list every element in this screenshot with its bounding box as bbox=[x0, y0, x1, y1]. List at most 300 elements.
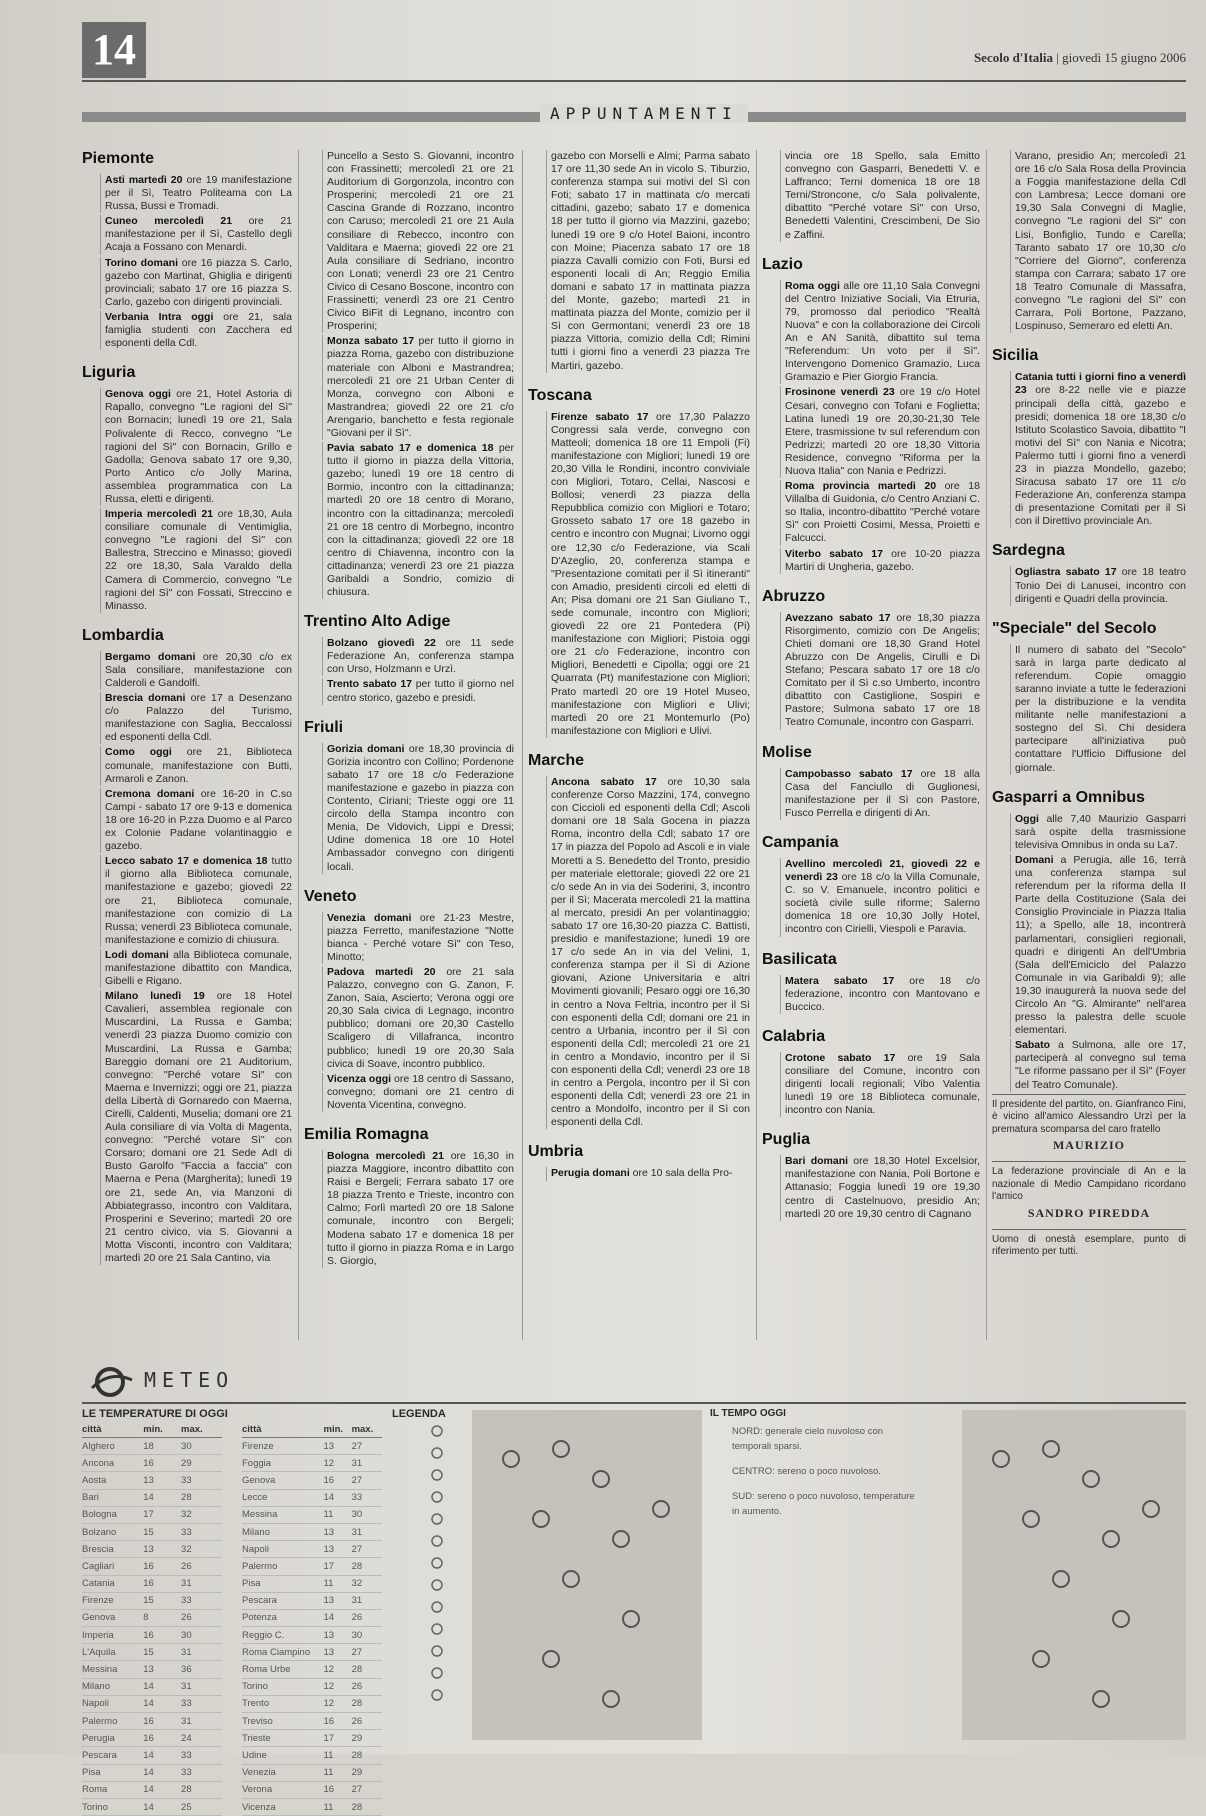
region-heading: Basilicata bbox=[762, 950, 837, 968]
appointment-text: ore 19 manifestazione per il Sì, Teatro Politeama con La Russa, Bussi e Tromadi. bbox=[105, 174, 293, 213]
appointment-item bbox=[322, 442, 514, 599]
sun-icon bbox=[602, 1690, 620, 1708]
appointment-lead: Ancona sabato 17 bbox=[551, 775, 657, 788]
appointment-lead: Verbania Intra oggi bbox=[105, 310, 214, 323]
table-row bbox=[82, 1661, 222, 1678]
table-cell: 12 bbox=[324, 1455, 352, 1472]
table-cell: 26 bbox=[181, 1558, 222, 1575]
region-heading: "Speciale" del Secolo bbox=[992, 619, 1157, 637]
table-cell: 14 bbox=[324, 1609, 352, 1626]
appointment-item bbox=[780, 975, 980, 1014]
temps-table-left bbox=[82, 1424, 222, 1816]
table-cell: Genova bbox=[242, 1472, 324, 1489]
appointment-lead: Viterbo sabato 17 bbox=[785, 547, 883, 560]
table-cell: 13 bbox=[143, 1472, 181, 1489]
header-rule bbox=[82, 80, 1186, 82]
table-cell: 16 bbox=[143, 1558, 181, 1575]
table-cell: 28 bbox=[352, 1558, 382, 1575]
table-cell: 15 bbox=[143, 1523, 181, 1540]
table-row bbox=[242, 1472, 382, 1489]
sun-icon bbox=[1042, 1440, 1060, 1458]
appointment-item bbox=[322, 335, 514, 440]
paper-name: Secolo d'Italia bbox=[973, 50, 1054, 65]
temps-title: LE TEMPERATURE DI OGGI bbox=[82, 1408, 228, 1420]
table-cell: 28 bbox=[352, 1661, 382, 1678]
appointment-text: Varano, presidio An; mercoledì 21 ore 16 c/o Sala Rosa della Provincia a Foggia manifestazione della Cdl con Lambresa; Lecce domani ore 19,30 Sala Convegni di Maglie, convegno "Le ragioni del Sì" con Lisi, Bonfiglio, Tundo e Carella; Taranto sabato 17 ore 10,30 c/o "Corriere del Giorno", conferenza stampa con Carrara; sabato 17 ore 18 Teatro Comunale di Massafra, convegno "Le ragioni del Sì" con Carrara, Poli Bortone, Pazzano, Lospinuso, Semeraro ed eletti An. bbox=[1015, 150, 1186, 333]
table-row bbox=[242, 1661, 382, 1678]
forecast-paragraph: SUD: sereno o poco nuvoloso, temperature in aumento. bbox=[732, 1491, 915, 1517]
table-row bbox=[82, 1764, 222, 1781]
table-cell: Udine bbox=[242, 1747, 324, 1764]
region-heading: Sicilia bbox=[992, 347, 1039, 365]
appointment-item bbox=[100, 311, 292, 350]
appointment-item bbox=[546, 1167, 750, 1180]
appointment-lead: Oggi bbox=[1015, 812, 1039, 825]
table-cell: Torino bbox=[242, 1678, 324, 1695]
appointment-item bbox=[322, 743, 514, 874]
table-row bbox=[82, 1644, 222, 1661]
table-cell: 15 bbox=[143, 1644, 181, 1661]
appointment-lead: Brescia domani bbox=[105, 692, 186, 705]
table-cell: 25 bbox=[181, 1798, 222, 1815]
appointment-item bbox=[546, 411, 750, 738]
table-row bbox=[82, 1713, 222, 1730]
appointment-lead: Vicenza oggi bbox=[327, 1072, 392, 1085]
appointment-lead: Roma oggi bbox=[785, 279, 840, 292]
table-row bbox=[242, 1506, 382, 1523]
forecast-text bbox=[732, 1424, 922, 1529]
appointment-text: ore 18,30 piazza Risorgimento, comizio con De Angelis; Chieti domani ore 18,30 Grand Hotel Abruzzo con De Angelis, Cirulli e Di Stefano; Pescara sabato 17 ore 18 c/o Comitato per il Sì c.so Umberto, incontro dibattito con Castiglione, Sospiri e Pastore; Sulmona sabato 17 ore 18 Teatro Comunale, incontro con Gasparri. bbox=[785, 611, 980, 729]
meteo-logo bbox=[82, 1362, 252, 1400]
table-cell: Genova bbox=[82, 1609, 143, 1626]
appointment-item bbox=[100, 692, 292, 744]
table-row bbox=[82, 1472, 222, 1489]
sun-icon bbox=[1022, 1510, 1040, 1528]
table-cell: 31 bbox=[352, 1523, 382, 1540]
region-heading: Lazio bbox=[762, 255, 803, 273]
appointment-lead: Domani bbox=[1015, 853, 1054, 866]
table-row bbox=[82, 1678, 222, 1695]
appointment-item bbox=[780, 1052, 980, 1117]
region-heading: Veneto bbox=[304, 887, 357, 905]
appointment-item bbox=[1010, 644, 1186, 775]
appointment-lead: Gorizia domani bbox=[327, 742, 405, 755]
table-cell: 33 bbox=[181, 1523, 222, 1540]
obituary-note bbox=[992, 1229, 1186, 1259]
table-cell: 13 bbox=[324, 1627, 352, 1644]
table-row bbox=[242, 1489, 382, 1506]
appointment-item bbox=[100, 651, 292, 690]
table-cell: 28 bbox=[181, 1489, 222, 1506]
table-row bbox=[82, 1455, 222, 1472]
table-row bbox=[82, 1489, 222, 1506]
appointment-lead: Firenze sabato 17 bbox=[551, 410, 649, 423]
sun-icon bbox=[502, 1450, 520, 1468]
appointment-lead: Monza sabato 17 bbox=[327, 335, 415, 348]
appointment-item bbox=[780, 768, 980, 820]
sun-icon bbox=[1102, 1530, 1120, 1548]
table-cell: 12 bbox=[324, 1678, 352, 1695]
table-cell: 24 bbox=[181, 1730, 222, 1747]
table-row bbox=[242, 1523, 382, 1540]
sun-icon bbox=[592, 1470, 610, 1488]
table-row bbox=[82, 1627, 222, 1644]
sun-icon bbox=[532, 1510, 550, 1528]
table-cell: Pisa bbox=[242, 1575, 324, 1592]
table-cell: Milano bbox=[82, 1678, 143, 1695]
appointment-text: ore 16,30 in piazza Maggiore, incontro dibattito con Raisi e Bergeli; Ferrara sabato 17 ore 18 piazza Trento e Trieste, incontro con Calmo; Forlì martedì 20 ore 18 Salone comunale, incontro con Bergeli; Modena sabato 17 e domenica 18 per tutto il giorno in piazza Roma e in Largo S. Giorgio, bbox=[327, 1150, 514, 1267]
table-row bbox=[242, 1644, 382, 1661]
table-row bbox=[242, 1627, 382, 1644]
table-cell: 31 bbox=[181, 1678, 222, 1695]
appointment-text: ore 18 alla Casa del Fanciullo di Guglionesi, manifestazione per il Sì con Pastore, Fusco Perrella e dirigenti di An. bbox=[785, 767, 980, 819]
appointment-text: ore 17,30 Palazzo Congressi sala verde, convegno con Matteoli; domenica 18 ore 11 Empoli (Fi) manifestazione con Migliori; lunedì 19 ore 20,30 Villa le Rondini, incontro conviviale con Migliori, Totaro, Cellai, Nascosi e Bollosi; venerdì 23 piazza della Repubblica comizio con Migliori e Totaro; Grosseto sabato 17 ore 18 gazebo in centro e incontro con Mugnai; Livorno oggi ore 12,30 c/o Federazione, via Scali D'Azeglio, 20, conferenza stampa e "Presentazione comitati per il Sì itineranti" con Amadio, presidenti circoli ed eletti di An; Pisa domani ore 21 San Giuliano T., sede comunale, incontro con Migliori; giovedì 22 ore 21 Pontedera (Pi) manifestazione con Migliori; Pistoia oggi ore 21 c/o Federazione, incontro con Migliori, Benedetti e Cipolla; oggi ore 21 Quarrata (Pt) manifestazione con Migliori; Prato martedì 20 ore 19 Hotel Museo, manifestazione con Migliori e Ulivi; martedì 20 ore 21 Montemurlo (Po) manifestazione con Migliori e Ulivi. bbox=[551, 410, 750, 737]
region-heading: Marche bbox=[528, 751, 585, 769]
appointment-lead: Bergamo domani bbox=[105, 650, 196, 663]
table-cell: Perugia bbox=[82, 1730, 143, 1747]
region-heading: Campania bbox=[762, 833, 839, 851]
table-cell: 28 bbox=[352, 1798, 382, 1815]
table-row bbox=[82, 1438, 222, 1455]
appointment-item bbox=[322, 637, 514, 676]
appointment-text: per tutto il giorno in piazza Roma, gazebo con distribuzione materiale con Alboni e Mastrandrea; mercoledì 21 ore 21 Urban Center di Monza, convegno con Alboni e Mastrandrea; giovedì 22 ore 21 c/o Arengario, banchetto e festa regionale "Giovani per il Sì". bbox=[327, 335, 514, 439]
appointment-text: Il numero di sabato del "Secolo" sarà in larga parte dedicato al referendum. Copie omaggio saranno inviate a tutte le federazioni per la distribuzione e la vendita militante nelle manifestazioni a sostegno del Sì. Chi desidera partecipare all'iniziativa può contattare l'Ufficio Diffusione del giornale. bbox=[1015, 643, 1186, 774]
appointment-text: ore 18 teatro Tonio Dei di Lanusei, incontro con dirigenti e Quadri della provincia. bbox=[1015, 566, 1186, 605]
appointment-item bbox=[322, 150, 514, 333]
appointment-lead: Padova martedì 20 bbox=[327, 965, 436, 978]
appointment-text: ore 10-20 piazza Martiri di Ungheria, gazebo. bbox=[785, 547, 980, 573]
appointment-item bbox=[1010, 813, 1186, 852]
appointment-text: ore 8-22 nelle vie e piazze principali della città, gazebo e presidi; domenica 18 ore 18,30 c/o Istituto Scolastico Savoia, dibattito "I motivi del Sì" con Nania e Nicotra; Palermo tutti i giorni fino a venerdì 23 in piazza Mondello, gazebo; Siracusa sabato 17 ore 11 c/o Federazione An, conferenza stampa di presentazione Comitati per il Sì con il Direttivo provinciale An. bbox=[1015, 384, 1186, 528]
table-cell: 14 bbox=[143, 1695, 181, 1712]
section-title: APPUNTAMENTI bbox=[540, 104, 748, 123]
appointment-text: ore 21-23 Mestre, piazza Ferretto, manifestazione "Notte bianca - Perché votare Sì" con Teso, Minotto; bbox=[327, 911, 514, 963]
table-cell: Trento bbox=[242, 1695, 324, 1712]
legend-weather-icon bbox=[412, 1490, 462, 1512]
appointment-lead: Milano lunedì 19 bbox=[105, 990, 205, 1003]
appointment-text: ore 18 centro di Sassano, convegno; domani ore 21 centro di Noventa Vicentina, convegno. bbox=[327, 1072, 514, 1111]
table-cell: Pisa bbox=[82, 1764, 143, 1781]
table-row bbox=[242, 1438, 382, 1455]
appointment-lead: Bolzano giovedì 22 bbox=[327, 637, 436, 650]
table-cell: Roma bbox=[82, 1781, 143, 1798]
table-row bbox=[82, 1558, 222, 1575]
appointment-lead: Asti martedì 20 bbox=[105, 174, 183, 186]
table-header: max. bbox=[352, 1424, 382, 1438]
table-cell: Imperia bbox=[82, 1627, 143, 1644]
table-cell: 30 bbox=[352, 1627, 382, 1644]
table-row bbox=[82, 1506, 222, 1523]
region-heading: Liguria bbox=[82, 364, 136, 382]
meteo-section bbox=[82, 1362, 1186, 1813]
region-heading: Trentino Alto Adige bbox=[304, 613, 451, 631]
table-cell: 15 bbox=[143, 1592, 181, 1609]
table-header: max. bbox=[181, 1424, 222, 1438]
table-cell: 27 bbox=[352, 1472, 382, 1489]
table-cell: Alghero bbox=[82, 1438, 143, 1455]
note-signature: SANDRO PIREDDA bbox=[1027, 1205, 1151, 1220]
table-cell: 16 bbox=[143, 1713, 181, 1730]
appointment-lead: Matera sabato 17 bbox=[785, 974, 895, 987]
table-row bbox=[82, 1695, 222, 1712]
table-row bbox=[242, 1678, 382, 1695]
column-divider bbox=[756, 150, 757, 1340]
table-cell: 26 bbox=[352, 1678, 382, 1695]
table-cell: 33 bbox=[181, 1764, 222, 1781]
table-row bbox=[82, 1781, 222, 1798]
table-cell: 27 bbox=[352, 1781, 382, 1798]
appointment-text: ore 16 piazza S. Carlo, gazebo con Martinat, Ghiglia e dirigenti provinciali; sabato 17 ore 16 piazza S. Carlo, gazebo con dirigenti provinciali. bbox=[105, 256, 292, 308]
table-cell: Messina bbox=[242, 1506, 324, 1523]
issue-date: giovedì 15 giugno 2006 bbox=[1062, 50, 1186, 65]
note-text: Uomo di onestà esemplare, punto di riferimento per tutti. bbox=[992, 1233, 1186, 1258]
sun-icon bbox=[992, 1450, 1010, 1468]
table-cell: 26 bbox=[352, 1713, 382, 1730]
appointment-text: ore 17 a Desenzano c/o Palazzo del Turismo, manifestazione con Saglia, Beccalossi ed esponenti della Cdl. bbox=[105, 692, 293, 744]
appointment-item bbox=[1010, 150, 1186, 333]
sun-icon bbox=[1032, 1650, 1050, 1668]
table-cell: 30 bbox=[181, 1438, 222, 1455]
appointment-text: ore 16-20 in C.so Campi - sabato 17 ore 9-13 e domenica 18 ore 16-20 in P.zza Duomo e al Parco ex Colonie Padane volantinaggio e gazebo. bbox=[105, 787, 293, 853]
meteo-rule bbox=[82, 1402, 1186, 1404]
appointment-lead: Avezzano sabato 17 bbox=[785, 611, 891, 624]
table-cell: 36 bbox=[181, 1661, 222, 1678]
appointment-text: ore 21, Hotel Astoria di Rapallo, convegno "Le ragioni del Sì" con Bornacin; lunedì 19 ore 21, Sala Polivalente di Recco, convegno "Le ragioni del Sì" con Bornacin, Grillo e Gadolla; Genova sabato 17 ore 9,30, Porto Antico c/o Jolly Marina, assemblea programmatica con La Russa, eletti e dirigenti. bbox=[105, 388, 292, 505]
appointment-item bbox=[780, 150, 980, 242]
table-row bbox=[242, 1713, 382, 1730]
table-row bbox=[242, 1747, 382, 1764]
table-cell: Firenze bbox=[242, 1438, 324, 1455]
table-cell: Napoli bbox=[242, 1541, 324, 1558]
table-cell: 27 bbox=[352, 1644, 382, 1661]
appointment-lead: Avellino mercoledì 21, giovedì 22 e venerdì 23 bbox=[785, 857, 980, 884]
table-cell: 31 bbox=[181, 1713, 222, 1730]
obituary-note bbox=[992, 1161, 1186, 1221]
table-cell: 11 bbox=[324, 1747, 352, 1764]
appointment-text: gazebo con Morselli e Almi; Parma sabato 17 ore 11,30 sede An in vicolo S. Tiburzio, conferenza stampa sui motivi del Sì con Foti; sabato 17 in mattinata c/o mercati cittadini, gazebo; sabato 17 e domenica 18 per tutto il giorno via Mazzini, gazebo; lunedì 19 ore 9 c/o Hotel Baioni, incontro con Moine; Piacenza sabato 17 ore 18 piazza Cavalli comizio con Foti, Bursi ed esponenti locali di An; Reggio Emilia domani e sabato 17 in mattinata piazza del Monte, gazebo; martedì 21 in mattinata piazza del Monte, comizio per il Sì con Germontani; venerdì 23 ore 18 piazza Vittoria, comizio della Cdl; Rimini tutti i giorni fino a venerdì 23 piazza Tre Martiri, gazebo. bbox=[551, 150, 750, 372]
table-cell: Roma Urbe bbox=[242, 1661, 324, 1678]
table-cell: 18 bbox=[143, 1438, 181, 1455]
legend-weather-icon bbox=[412, 1556, 462, 1578]
table-cell: 17 bbox=[324, 1558, 352, 1575]
table-row bbox=[242, 1730, 382, 1747]
region-heading: Emilia Romagna bbox=[304, 1126, 429, 1143]
appointment-item bbox=[1010, 854, 1186, 1037]
appointment-item bbox=[100, 746, 292, 785]
table-cell: Bolzano bbox=[82, 1523, 143, 1540]
table-row bbox=[242, 1764, 382, 1781]
sun-icon bbox=[612, 1530, 630, 1548]
legend-title: LEGENDA bbox=[392, 1408, 446, 1420]
sun-icon bbox=[1082, 1470, 1100, 1488]
forecast-paragraph: CENTRO: sereno o poco nuvoloso. bbox=[732, 1466, 881, 1477]
temps-table-right bbox=[242, 1424, 382, 1816]
table-row bbox=[82, 1592, 222, 1609]
table-cell: 32 bbox=[181, 1506, 222, 1523]
note-signature: MAURIZIO bbox=[1052, 1138, 1125, 1153]
table-cell: Cagliari bbox=[82, 1558, 143, 1575]
region-heading: Lombardia bbox=[82, 626, 164, 644]
appointment-text: tutto il giorno alla Biblioteca comunale, manifestazione e gazebo; giovedì 22 ore 21, Biblioteca comunale, manifestazione con comizio di La Russa; venerdì 23 Biblioteca comunale, manifestazione e comizio di chiusura. bbox=[105, 855, 292, 946]
table-cell: 13 bbox=[324, 1523, 352, 1540]
table-row bbox=[242, 1695, 382, 1712]
appointment-text: ore 19 Sala consiliare del Comune, incontro con dirigenti locali regionali; Vibo Valentia lunedì 19 ore 18 Biblioteca comunale, incontro con Nania. bbox=[785, 1051, 980, 1117]
legend-weather-icon bbox=[412, 1644, 462, 1666]
table-cell: 16 bbox=[324, 1781, 352, 1798]
table-row bbox=[242, 1781, 382, 1798]
table-cell: Napoli bbox=[82, 1695, 143, 1712]
table-header: città bbox=[242, 1424, 324, 1438]
table-row bbox=[242, 1798, 382, 1815]
appointment-lead: Venezia domani bbox=[327, 911, 412, 924]
appointment-text: vincia ore 18 Spello, sala Emitto convegno con Gasparri, Benedetti V. e Laffranco; Terni domenica 18 ore 18 Terni/Stroncone, c/o Sala polivalente, dibattito "Perché votare Sì" con Urso, Benedetti Valentini, Crescimbeni, De Sio e Zaffini. bbox=[785, 150, 980, 241]
table-cell: 11 bbox=[324, 1506, 352, 1523]
appointment-lead: Bologna mercoledì 21 bbox=[327, 1150, 444, 1162]
appointment-item bbox=[100, 855, 292, 947]
appointment-text: ore 21 sala Palazzo, convegno con G. Zanon, F. Zanon, Saia, Ascierto; Verona oggi ore 20,30 Sala civica di Legnago, incontro pubblico; domani ore 20,30 Castello Scaligero di Villafranca, incontro pubblico; lunedì 19 ore 20,30 Sala civica di Soave, incontro pubblico. bbox=[327, 965, 514, 1070]
table-cell: 29 bbox=[352, 1730, 382, 1747]
table-cell: Venezia bbox=[242, 1764, 324, 1781]
table-header: min. bbox=[143, 1424, 181, 1438]
legend-weather-icon bbox=[412, 1622, 462, 1644]
table-row bbox=[242, 1575, 382, 1592]
sun-icon bbox=[1142, 1500, 1160, 1518]
appointment-text: ore 10,30 sala conferenze Corso Mazzini, 174, convegno con Ciccioli ed esponenti della Cdl; Ascoli domani ore 18 Sala Gocena in piazza Roma, incontro della Cdl; sabato 17 ore 17 in piazza del Popolo ad Ascoli e in viale Moretti a S. Benedetto del Tronto, presidio per materiale elettorale; giovedì 22 ore 21 c/o sede An in via dei Soderini, 3, incontro per il Sì; Macerata mercoledì 21 la mattina al mercato, presidi An per volantinaggio; sabato 17 ore 16,30-20 piazza C. Battisti, presidio e manifestazione; lunedì 19 ore 17 c/o sede An in via del Velini, 1, conferenza stampa per il Sì di Azione giovani, Azione Universitaria e altri Movimenti giovanili; Pesaro oggi ore 16,30 in centro a Nova Feltria, incontro per il Sì con esponenti della Cdl; domani ore 21 in centro a Urbania, incontro per il Sì con esponenti della Cdl; mercoledì 21 ore 21 in centro a Mondavio, incontro per il Sì con esponenti della Cdl; venerdì 23 ore 18 in centro a Pergola, incontro per il Sì con esponenti della Cdl; venerdì 23 ore 21 in centro a Mondolfo, incontro per il Sì con esponenti della Cdl. bbox=[551, 775, 750, 1129]
legend-weather-icon bbox=[412, 1578, 462, 1600]
table-row bbox=[82, 1798, 222, 1815]
table-cell: 31 bbox=[181, 1644, 222, 1661]
appointment-text: ore 10 sala della Pro- bbox=[629, 1167, 733, 1180]
table-cell: 12 bbox=[324, 1695, 352, 1712]
legend-weather-icon bbox=[412, 1600, 462, 1622]
table-cell: Catania bbox=[82, 1575, 143, 1592]
region-heading: Sardegna bbox=[992, 542, 1065, 560]
appointment-text: ore 20,30 c/o ex Sala consiliare, manifestazione con Calderoli e Gandolfi. bbox=[105, 650, 293, 689]
table-cell: 16 bbox=[324, 1713, 352, 1730]
table-row bbox=[82, 1609, 222, 1626]
table-cell: 17 bbox=[324, 1730, 352, 1747]
legend-weather-icon bbox=[412, 1688, 462, 1710]
table-cell: Bari bbox=[82, 1489, 143, 1506]
meteo-title: METEO bbox=[144, 1368, 235, 1392]
table-cell: 28 bbox=[181, 1781, 222, 1798]
masthead: Secolo d'Italia | giovedì 15 giugno 2006 bbox=[973, 50, 1186, 65]
region-heading: Gasparri a Omnibus bbox=[992, 788, 1145, 806]
table-cell: 17 bbox=[143, 1506, 181, 1523]
table-cell: 13 bbox=[324, 1592, 352, 1609]
table-cell: Brescia bbox=[82, 1541, 143, 1558]
appointment-lead: Roma provincia martedì 20 bbox=[785, 480, 937, 493]
table-cell: 14 bbox=[143, 1781, 181, 1798]
appointment-item bbox=[100, 257, 292, 309]
table-header: min. bbox=[324, 1424, 352, 1438]
obituary-note bbox=[992, 1094, 1186, 1154]
table-cell: 13 bbox=[143, 1661, 181, 1678]
appointment-text: ore 21, sala famiglia studenti con Zacchera ed esponenti della Cdl. bbox=[105, 310, 292, 350]
table-cell: Reggio C. bbox=[242, 1627, 324, 1644]
sun-icon bbox=[1112, 1610, 1130, 1628]
table-row bbox=[242, 1541, 382, 1558]
appointment-item bbox=[546, 150, 750, 373]
table-cell: L'Aquila bbox=[82, 1644, 143, 1661]
appointment-lead: Campobasso sabato 17 bbox=[785, 767, 913, 780]
table-cell: Roma Ciampino bbox=[242, 1644, 324, 1661]
column-divider bbox=[298, 150, 299, 1340]
appointment-lead: Como oggi bbox=[105, 746, 172, 759]
table-cell: Messina bbox=[82, 1661, 143, 1678]
table-cell: 11 bbox=[324, 1764, 352, 1781]
appointment-lead: Cuneo mercoledì 21 bbox=[105, 215, 233, 228]
sun-icon bbox=[1092, 1690, 1110, 1708]
table-row bbox=[242, 1609, 382, 1626]
table-row bbox=[242, 1558, 382, 1575]
appointment-text: ore 18,30 provincia di Gorizia incontro con Collino; Pordenone sabato 17 ore 18 c/o Federazione manifestazione e gazebo in piazza con Contento, Ciriani; Trieste oggi ore 11 circolo della Stampa incontro con Menia, De Vidovich, Lippi e Dressi; Udine domenica 18 ore 10 Hotel Ambassador convegno con dirigenti locali. bbox=[327, 742, 514, 873]
appointment-text: ore 18,30 Hotel Excelsior, manifestazione con Nania, Poli Bortone e Attanasio; Foggia lunedì 19 ore 19,30 centro di Castelnuovo, presidio An; martedì 20 ore 19,30 centro di Cagnano bbox=[785, 1155, 980, 1220]
table-cell: 13 bbox=[143, 1541, 181, 1558]
appointment-lead: Catania tutti i giorni fino a venerdì 23 bbox=[1015, 371, 1186, 397]
appointment-lead: Trento sabato 17 bbox=[327, 678, 413, 691]
table-cell: 26 bbox=[181, 1609, 222, 1626]
table-cell: Palermo bbox=[82, 1713, 143, 1730]
table-cell: 30 bbox=[181, 1627, 222, 1644]
forecast-title: IL TEMPO OGGI bbox=[710, 1408, 786, 1419]
appointment-lead: Cremona domani bbox=[105, 787, 195, 800]
table-cell: 26 bbox=[352, 1609, 382, 1626]
appointment-item bbox=[322, 966, 514, 1071]
appointment-item bbox=[780, 280, 980, 385]
page-number: 14 bbox=[82, 22, 146, 78]
appointment-lead: Frosinone venerdì 23 bbox=[785, 386, 895, 399]
table-cell: Treviso bbox=[242, 1713, 324, 1730]
table-cell: 16 bbox=[324, 1472, 352, 1489]
region-heading: Molise bbox=[762, 743, 812, 761]
appointment-text: ore 11 sede Federazione An, conferenza stampa con Urso, Holzmann e Urzì. bbox=[327, 637, 514, 676]
table-cell: 14 bbox=[143, 1798, 181, 1815]
column-4 bbox=[762, 150, 980, 1223]
appointment-item bbox=[780, 1155, 980, 1220]
sun-icon bbox=[622, 1610, 640, 1628]
table-row bbox=[82, 1575, 222, 1592]
region-heading: Toscana bbox=[528, 386, 592, 404]
legend-weather-icon bbox=[412, 1446, 462, 1468]
column-divider bbox=[986, 150, 987, 1340]
legend bbox=[412, 1424, 462, 1710]
appointment-item bbox=[322, 1150, 514, 1268]
table-cell: 12 bbox=[324, 1661, 352, 1678]
appointment-text: alle ore 11,10 Sala Convegni del Centro Iniziative Sociali, Via Etruria, 79, promosso dal periodico "Realtà Nuova" e con la collaborazione dei Circoli An e AN Sanità, dibattito sul tema "Referendum: Un voto per il Sì". Intervengono Domenico Gramazio, Luca Gramazio e Pier Giorgio Francia. bbox=[785, 279, 981, 384]
table-cell: Milano bbox=[242, 1523, 324, 1540]
appointment-text: Puncello a Sesto S. Giovanni, incontro con Frassinetti; mercoledì 21 ore 21 Auditorium di Gorgonzola, incontro con Prosperini; mercoledì 21 ore 21 Cascina Grande di Rozzano, incontro con Caruso; mercoledì 21 ore 21 Aula consiliare di Rebecco, incontro con Valditara e Maerna; giovedì 22 ore 21 Aula consiliare di Sedriano, incontro con Lonati; venerdì 23 ore 21 Centro Civico di Cesano Boscone, incontro con Frassinetti; venerdì 23 ore 21 Centro Civico BiFit di Legnano, incontro con Prosperini; bbox=[327, 150, 514, 333]
sun-icon bbox=[1052, 1570, 1070, 1588]
table-cell: 11 bbox=[324, 1798, 352, 1815]
appointment-item bbox=[1010, 566, 1186, 605]
legend-weather-icon bbox=[412, 1512, 462, 1534]
appointment-text: ore 21, Biblioteca comunale, manifestazione con Butti, Armaroli e Zanon. bbox=[105, 746, 292, 785]
appointment-text: ore 18 c/o la Villa Comunale, C. so V. Emanuele, incontro politici e società civile sulle riforme; Salerno domenica 18 ore 10,30 Jolly Hotel, incontro con Cirielli, Viespoli e Paravia. bbox=[785, 871, 981, 936]
table-cell: 33 bbox=[181, 1747, 222, 1764]
table-cell: 14 bbox=[143, 1747, 181, 1764]
table-cell: 33 bbox=[181, 1592, 222, 1609]
appointment-item bbox=[322, 912, 514, 964]
table-cell: 14 bbox=[143, 1489, 181, 1506]
table-header: città bbox=[82, 1424, 143, 1438]
forecast-paragraph: NORD: generale cielo nuvoloso con temporali sparsi. bbox=[732, 1426, 884, 1452]
table-row bbox=[242, 1592, 382, 1609]
region-heading: Puglia bbox=[762, 1131, 811, 1149]
table-cell: Ancona bbox=[82, 1455, 143, 1472]
appointment-text: ore 18 Hotel Cavalieri, assemblea regionale con Muscardini, La Russa e Gamba; venerdì 23 piazza Duomo comizio con Muscardini, La Russa e Gamba; Bareggio domani ore 21 Auditorium, convegno: "Perché votare Sì" con Maerna e Invernizzi; oggi ore 21, piazza della Libertà di Gornaredo con Maerna, Cirelli, Caldenti, Muselia; domani ore 21 Aula consiliare di via Volta di Magenta, convegno: "Perché votare Sì" con Corsaro; domani ore 21 Sede AdI di Busto Garolfo "Faccia a faccia" con Maerna e Pena (Margherita); lunedì 19 ore 21, sede An, via Manzoni di Abbiategrasso, incontro con Valditara, Prosperini e Severino; martedì 20 ore 21 centro civico, via S. Giovanni a Motta Visconti, incontro con Valditara; martedì 20 ore 21 Sala Cantino, via bbox=[105, 990, 292, 1265]
column-3 bbox=[528, 150, 750, 1183]
